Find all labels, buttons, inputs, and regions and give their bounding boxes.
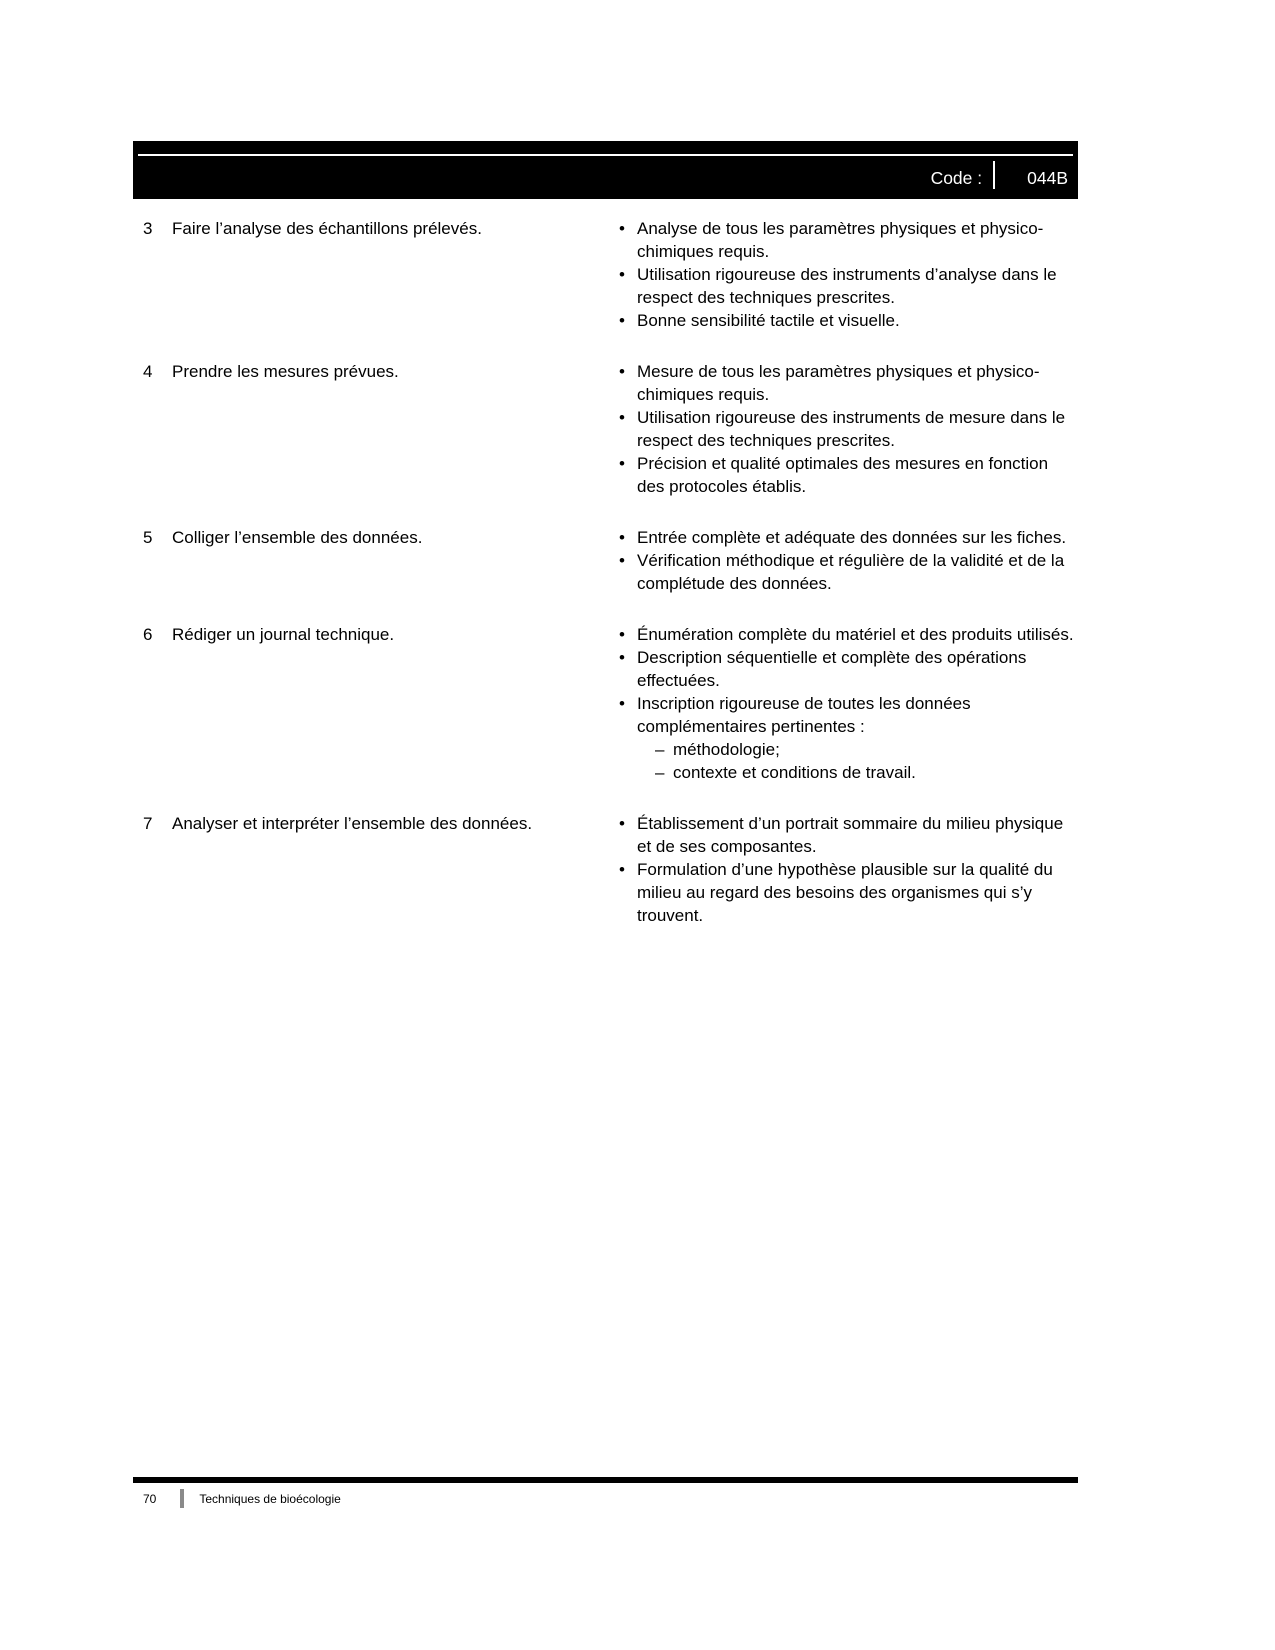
competency-table [133, 217, 1078, 955]
criterion: • Énumération complète du matériel et des produits utilisés. [615, 623, 1078, 646]
table-row [133, 526, 1078, 595]
task-cell [133, 360, 615, 498]
task-number: 5 [143, 528, 153, 547]
criterion: • Établissement d’un portrait sommaire du milieu physique et de ses composantes. [615, 812, 1078, 858]
table-row [133, 360, 1078, 498]
criterion: • Entrée complète et adéquate des données sur les fiches. [615, 526, 1078, 549]
criterion [615, 692, 1078, 784]
criterion: • Analyse de tous les paramètres physiques et physico-chimiques requis. [615, 217, 1078, 263]
criterion: • Mesure de tous les paramètres physiques et physico-chimiques requis. [615, 360, 1078, 406]
code-value: 044B [1027, 167, 1068, 188]
footer-rule [133, 1477, 1078, 1483]
task-number: 3 [143, 219, 153, 238]
criteria-list [615, 623, 1078, 784]
criteria-list [615, 812, 1078, 927]
criterion: • Description séquentielle et complète des opérations effectuées. [615, 646, 1078, 692]
task-text: Analyser et interpréter l’ensemble des données. [172, 814, 533, 833]
table-row [133, 623, 1078, 784]
criterion-text: Inscription rigoureuse de toutes les données complémentaires pertinentes : [637, 694, 971, 736]
criteria-list [615, 526, 1078, 595]
header-code-area [931, 165, 1068, 191]
criterion: • Utilisation rigoureuse des instruments de mesure dans le respect des techniques prescrites. [615, 406, 1078, 452]
criteria-list [615, 217, 1078, 332]
task-cell [133, 217, 615, 332]
criterion: • Formulation d’une hypothèse plausible sur la qualité du milieu au regard des besoins des organismes qui s’y trouvent. [615, 858, 1078, 927]
criterion-subitems [637, 738, 1078, 784]
criterion: • Bonne sensibilité tactile et visuelle. [615, 309, 1078, 332]
criteria-list [615, 360, 1078, 498]
task-number: 7 [143, 814, 153, 833]
code-label: Code : [930, 167, 983, 188]
criterion-subitem: – contexte et conditions de travail. [655, 761, 1078, 784]
footer [133, 1489, 1078, 1508]
header-bar [133, 141, 1078, 199]
task-number: 6 [143, 625, 153, 644]
task-text: Colliger l’ensemble des données. [172, 528, 423, 547]
task-text: Rédiger un journal technique. [172, 625, 395, 644]
criterion: • Précision et qualité optimales des mesures en fonction des protocoles établis. [615, 452, 1078, 498]
criterion: • Vérification méthodique et régulière de la validité et de la complétude des données. [615, 549, 1078, 595]
task-cell [133, 623, 615, 784]
page-number: 70 [143, 1491, 157, 1506]
task-text: Faire l’analyse des échantillons prélevés. [172, 219, 482, 238]
table-row [133, 217, 1078, 332]
footer-divider [180, 1489, 184, 1508]
task-text: Prendre les mesures prévues. [172, 362, 399, 381]
header-cell-divider [993, 161, 995, 189]
table-row [133, 812, 1078, 927]
doc-title: Techniques de bioécologie [199, 1491, 341, 1506]
task-number: 4 [143, 362, 153, 381]
criterion-subitem: – méthodologie; [655, 738, 1078, 761]
criterion: • Utilisation rigoureuse des instruments d’analyse dans le respect des techniques prescrites. [615, 263, 1078, 309]
task-cell [133, 526, 615, 595]
header-divider-line [138, 154, 1073, 156]
task-cell [133, 812, 615, 927]
